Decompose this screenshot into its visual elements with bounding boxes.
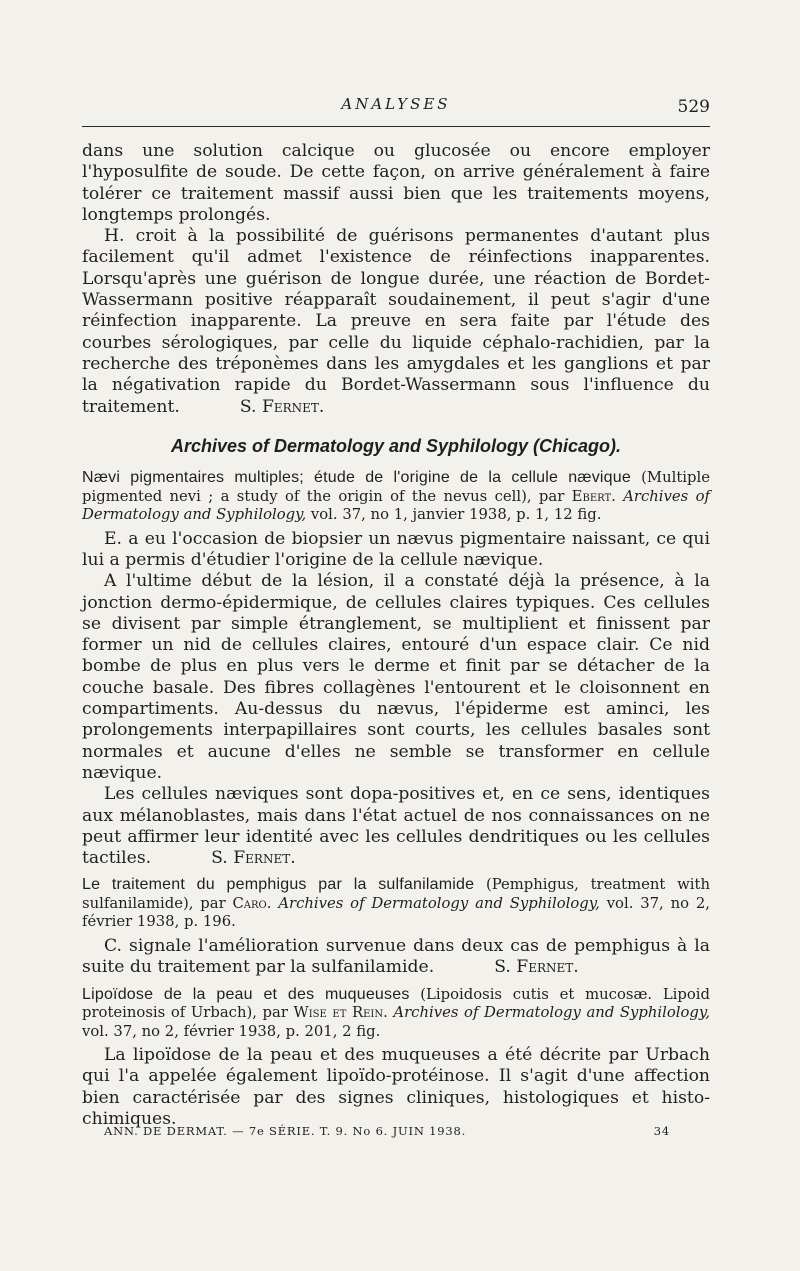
entry-paragraph xyxy=(82,936,710,979)
entry-reference: (Lipoidosis cutis et mucosæ. Lipoid proteinosis of Urbach), par xyxy=(82,985,710,1021)
entry-citation: vol. 37, no 2, février 1938, p. 196. xyxy=(82,894,710,931)
entry-title: Le traitement du pemphigus par la sulfanilamide xyxy=(82,876,475,894)
entry-title: Lipoïdose de la peau et des muqueuses xyxy=(82,985,410,1003)
entry-paragraph: E. a eu l'occasion de biopsier un nævus pigmentaire naissant, ce qui lui a permis d'étudier l'origine de la cellule nævique. xyxy=(82,528,710,570)
abstract-entry-1 xyxy=(82,469,710,869)
entry-reference: (Multiple pigmented nevi ; a study of the origin of the nevus cell), par xyxy=(82,469,710,505)
entry-journal: Archives of Dermatology and Syphilology, xyxy=(82,487,710,524)
entry-citation: vol. 37, no 2, février 1938, p. 201, 2 fig. xyxy=(82,1022,381,1040)
entry-citation: vol. 37, no 1, janvier 1938, p. 1, 12 fig. xyxy=(310,506,602,524)
abstract-entry-3 xyxy=(82,986,710,1131)
entry-heading xyxy=(82,469,710,525)
entry-body xyxy=(82,529,710,870)
footer-signature-mark: 34 xyxy=(653,1124,670,1138)
entry-reference: (Pemphigus, treatment with sulfanilamide), par xyxy=(82,876,710,912)
entry-journal: Archives of Dermatology and Syphilology, xyxy=(278,894,600,912)
page-header xyxy=(82,93,710,127)
signature: S. Fernet. xyxy=(239,396,325,417)
entry-body xyxy=(82,936,710,979)
entry-heading xyxy=(82,986,710,1042)
entry-paragraph: A l'ultime début de la lésion, il a constaté déjà la présence, à la jonction dermo-épidermique, de cellules claires typiques. Ces cellules se divisent par simple étranglement, se multiplient et finissent par former un nid de cellules claires, entouré d'un espace clair. Ce nid bombe de plus en plus vers le derme et finit par se détacher de la couche basale. Des fibres collagènes l'entourent et le cloisonnent en compartiments. Au-dessus du nævus, l'épiderme est aminci, les prolongements interpapillaires sont courts, les cellules basales sont normales et aucune d'elles ne semble se transformer en cellule nævique. xyxy=(82,571,710,783)
entry-journal: Archives of Dermatology and Syphilology, xyxy=(393,1004,710,1021)
entry-paragraph-text: C. signale l'amélioration survenue dans deux cas de pemphigus à la suite du traitement par la sulfanilamide. xyxy=(82,935,710,978)
signature: S. Fernet. xyxy=(211,848,296,869)
entry-title: Nævi pigmentaires multiples; étude de l'origine de la cellule nævique xyxy=(82,469,631,487)
entry-paragraph-text: Les cellules næviques sont dopa-positives et, en ce sens, identiques aux mélanoblastes, mais dans l'état actuel de nos connaissances on ne peut affirmer leur identité avec les cellules dendritiques ou les cellules tactiles. xyxy=(82,784,710,869)
page-number: 529 xyxy=(677,97,710,117)
entry-paragraph: La lipoïdose de la peau et des muqueuses a été décrite par Urbach qui l'a appelée également lipoïdo-protéinose. Il s'agit d'une affection bien caractérisée par des signes cliniques, histologiques et histo-chimiques. xyxy=(82,1045,710,1129)
page-body xyxy=(82,141,710,1130)
signature: S. Fernet. xyxy=(494,957,579,978)
abstract-entry-2 xyxy=(82,876,710,978)
footer-issue-info: ANN. DE DERMAT. — 7e SÉRIE. T. 9. No 6. JUIN 1938. xyxy=(104,1124,467,1138)
entry-heading xyxy=(82,876,710,932)
continued-paragraph-2-text: H. croit à la possibilité de guérisons permanentes d'autant plus facilement qu'il admet l'existence de réinfections inapparentes. Lorsqu'après une guérison de longue durée, une réaction de Bordet-Wassermann positive réapparaît soudainement, il peut s'agir d'une réinfection inapparente. La preuve en sera faite par l'étude des courbes sérologiques, par celle du liquide céphalo-rachidien, par la recherche des tréponèmes dans les amygdales et les ganglions et par la négativation rapide du Bordet-Wassermann sous l'influence du traitement. xyxy=(82,226,710,417)
running-title: ANALYSES xyxy=(341,95,451,113)
continued-paragraph-2 xyxy=(82,226,710,418)
section-heading: Archives of Dermatology and Syphilology (Chicago). xyxy=(170,435,622,456)
continued-paragraph-1: dans une solution calcique ou glucosée ou encore employer l'hyposulfite de soude. De cette façon, on arrive généralement à faire tolérer ce traitement massif aussi bien que les traitements moyens, longtemps prolongés. xyxy=(82,141,710,225)
entry-author: Caro. xyxy=(232,894,272,912)
header-rule xyxy=(82,126,710,127)
entry-body xyxy=(82,1045,710,1130)
entry-paragraph xyxy=(82,784,710,869)
entry-author: Wise et Rein. xyxy=(293,1004,388,1021)
entry-author: Ebert. xyxy=(571,487,616,505)
